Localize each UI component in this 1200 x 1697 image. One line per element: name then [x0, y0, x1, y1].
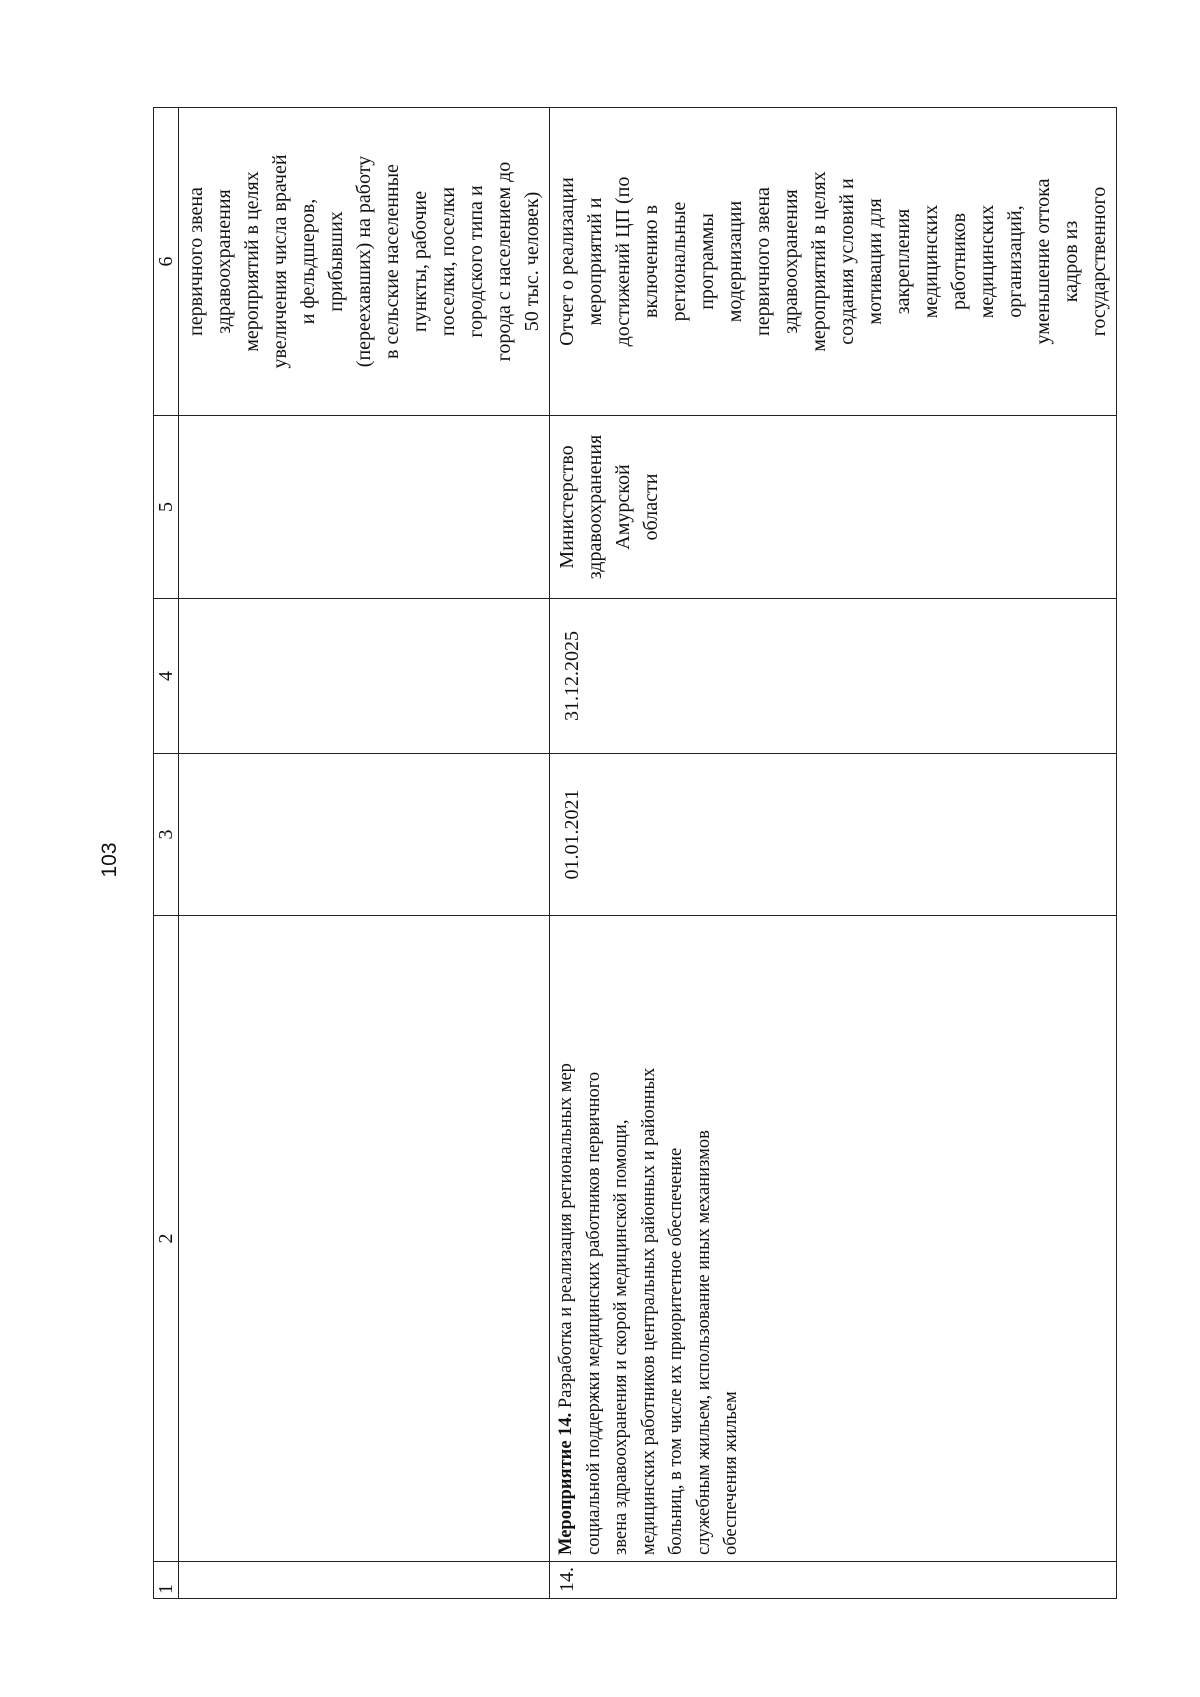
- header-col-6: 6: [154, 108, 179, 416]
- cell-responsible-empty: [179, 416, 550, 599]
- result-line: мероприятий в целях: [241, 171, 263, 352]
- result-line: кадров из: [1060, 220, 1082, 303]
- result-line: здравоохранения: [213, 189, 235, 334]
- cell-result: [550, 108, 1117, 416]
- result-line: государственного: [1088, 186, 1110, 337]
- responsible-line: Министерство: [556, 445, 578, 569]
- rotated-table-wrapper: [153, 108, 1110, 1599]
- header-col-2: 2: [154, 916, 179, 1562]
- result-line: поселки, поселки: [437, 186, 459, 337]
- cell-end-date: 31.12.2025: [550, 599, 1117, 754]
- result-line: увеличения числа врачей: [269, 154, 291, 369]
- result-line: города с населением до: [493, 161, 515, 362]
- result-line: в сельские населенные: [381, 164, 403, 359]
- result-line: (переехавших) на работу: [353, 155, 375, 368]
- header-col-1: 1: [154, 1562, 179, 1599]
- description-line: медицинских работников центральных районных и районных: [638, 1067, 659, 1555]
- result-line: достижений ЦП (по: [612, 176, 634, 347]
- result-line: уменьшение оттока: [1032, 178, 1054, 345]
- result-line: мероприятий и: [584, 197, 606, 326]
- result-line: включению в: [640, 204, 662, 319]
- result-line: работников: [948, 212, 970, 311]
- header-col-3: 3: [154, 754, 179, 916]
- description-line: социальной поддержки медицинских работников первичного: [583, 1071, 604, 1555]
- cell-number-empty: [179, 1562, 550, 1599]
- cell-start-empty: [179, 754, 550, 916]
- result-line: мероприятий в целях: [808, 171, 830, 352]
- cell-row-number: 14.: [550, 1562, 1117, 1599]
- result-line: здравоохранения: [780, 189, 802, 334]
- header-row: [154, 108, 179, 1599]
- result-line: мотивации для: [864, 198, 886, 325]
- result-line: пункты, рабочие: [409, 190, 431, 333]
- result-line: программы: [696, 213, 718, 310]
- result-line: городского типа и: [465, 185, 487, 338]
- result-line: и фельдшеров,: [297, 198, 319, 325]
- measure-title: Мероприятие 14.: [556, 1412, 576, 1555]
- table-row-14: [550, 108, 1117, 1599]
- description-line: больниц, в том числе их приоритетное обеспечение: [666, 1147, 686, 1555]
- result-line: региональные: [668, 201, 690, 322]
- responsible-line: Амурской: [612, 464, 634, 550]
- result-line: закрепления: [892, 208, 914, 315]
- cell-description: [550, 916, 1117, 1562]
- result-line: первичного звена: [185, 187, 207, 336]
- result-line: организаций,: [1004, 205, 1026, 318]
- description-line: звена здравоохранения и скорой медицинской помощи,: [611, 1119, 631, 1555]
- table-row-continued: [179, 108, 550, 1599]
- description-line: обеспечения жильем: [721, 1391, 741, 1555]
- result-line: прибывших: [325, 211, 347, 312]
- description-line: служебным жильем, использование иных механизмов: [693, 1130, 714, 1555]
- responsible-line: области: [640, 473, 662, 541]
- result-line: медицинских: [976, 204, 998, 319]
- measures-table: [153, 107, 1117, 1599]
- cell-result-continued: [179, 108, 550, 416]
- result-line: медицинских: [920, 204, 942, 319]
- page-number: 103: [98, 842, 121, 878]
- description-text: Разработка и реализация региональных мер: [556, 1063, 576, 1413]
- header-col-4: 4: [154, 599, 179, 754]
- cell-responsible: [550, 416, 1117, 599]
- result-line: создания условий и: [836, 178, 858, 345]
- cell-end-empty: [179, 599, 550, 754]
- result-line: первичного звена: [752, 187, 774, 336]
- result-line: 50 тыс. человек): [521, 191, 543, 332]
- description-line: [553, 922, 581, 1555]
- header-col-5: 5: [154, 416, 179, 599]
- cell-description-empty: [179, 916, 550, 1562]
- responsible-line: здравоохранения: [584, 434, 606, 580]
- result-line: Отчет о реализации: [556, 177, 578, 346]
- result-line: модернизации: [724, 200, 746, 323]
- cell-start-date: 01.01.2021: [550, 754, 1117, 916]
